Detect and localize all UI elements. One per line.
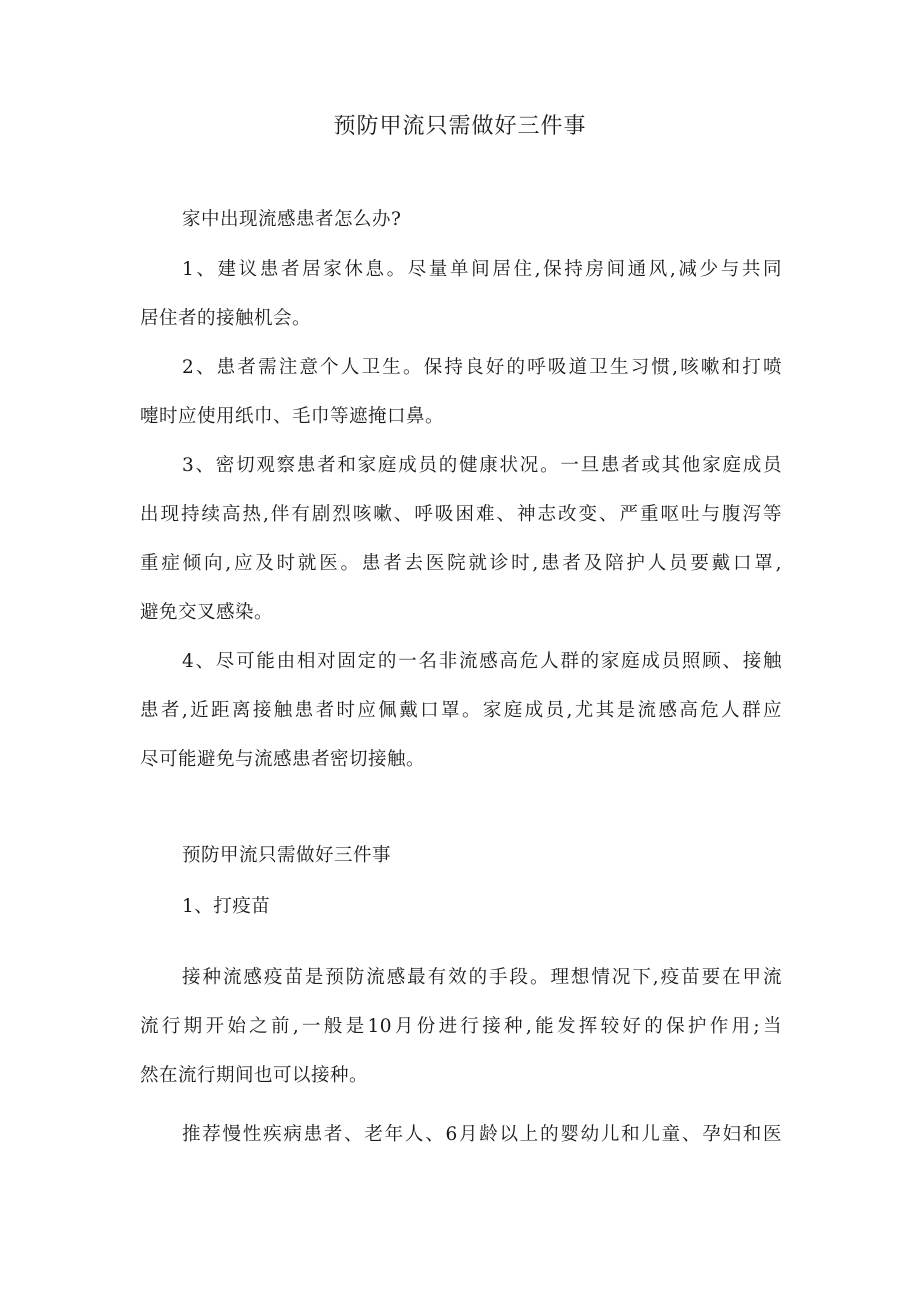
- paragraph-line: 流行期开始之前,一般是10月份进行接种,能发挥较好的保护作用;当: [140, 1016, 782, 1037]
- paragraph-line: 然在流行期间也可以接种。: [140, 1065, 369, 1086]
- paragraph-line: 接种流感疫苗是预防流感最有效的手段。理想情况下,疫苗要在甲流: [182, 967, 782, 988]
- section-heading: 预防甲流只需做好三件事: [182, 845, 392, 866]
- question-heading: 家中出现流感患者怎么办?: [182, 209, 402, 230]
- paragraph-line: 避免交叉感染。: [140, 602, 274, 623]
- paragraph-line: 推荐慢性疾病患者、老年人、6月龄以上的婴幼儿和儿童、孕妇和医: [182, 1124, 782, 1145]
- paragraph-line: 重症倾向,应及时就医。患者去医院就诊时,患者及陪护人员要戴口罩,: [140, 553, 782, 574]
- paragraph-line: 1、建议患者居家休息。尽量单间居住,保持房间通风,减少与共同: [182, 259, 782, 280]
- paragraph-line: 居住者的接触机会。: [140, 308, 312, 329]
- paragraph-line: 2、患者需注意个人卫生。保持良好的呼吸道卫生习惯,咳嗽和打喷: [182, 357, 782, 378]
- subsection-heading: 1、打疫苗: [182, 896, 271, 917]
- paragraph-line: 患者,近距离接触患者时应佩戴口罩。家庭成员,尤其是流感高危人群应: [140, 700, 782, 721]
- paragraph-line: 出现持续高热,伴有剧烈咳嗽、呼吸困难、神志改变、严重呕吐与腹泻等: [140, 504, 782, 525]
- document-title: 预防甲流只需做好三件事: [333, 114, 587, 139]
- paragraph-line: 嚏时应使用纸巾、毛巾等遮掩口鼻。: [140, 406, 445, 427]
- paragraph-line: 4、尽可能由相对固定的一名非流感高危人群的家庭成员照顾、接触: [182, 651, 782, 672]
- paragraph-line: 3、密切观察患者和家庭成员的健康状况。一旦患者或其他家庭成员: [182, 455, 782, 476]
- paragraph-line: 尽可能避免与流感患者密切接触。: [140, 749, 426, 770]
